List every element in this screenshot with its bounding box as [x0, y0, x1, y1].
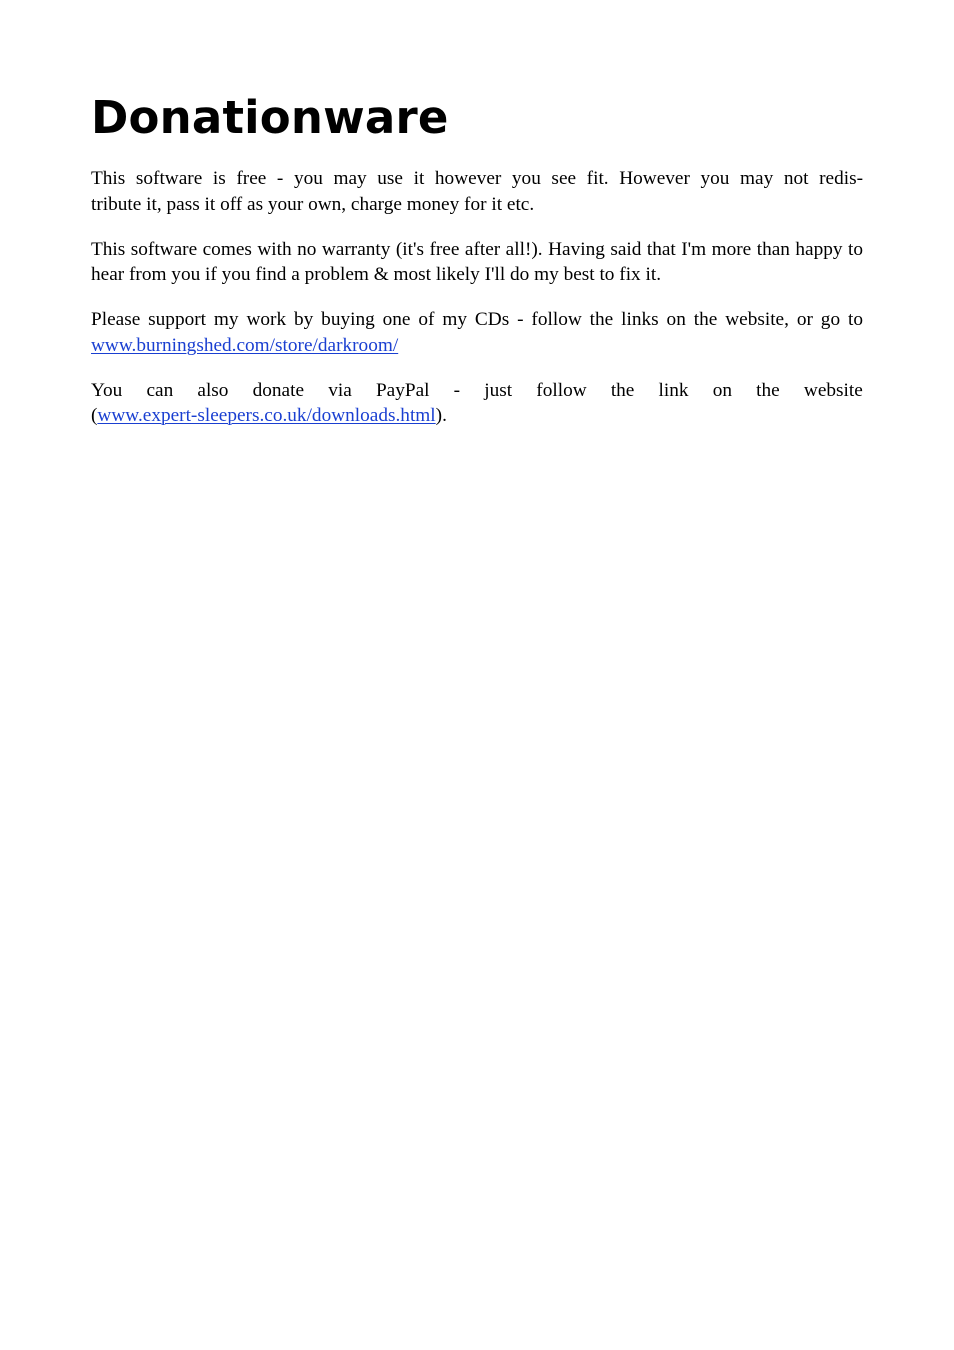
- paypal-word: PayPal: [375, 379, 430, 401]
- paypal-word: also: [197, 379, 229, 401]
- paypal-word: on: [712, 379, 732, 401]
- document-page: [91, 88, 863, 429]
- paypal-word: the: [610, 379, 635, 401]
- paragraph-license-line-1: This software is free - you may use it however you see fit. However you may not redis-: [91, 168, 863, 189]
- paragraph-license-cont: [91, 192, 863, 218]
- paren-open: (: [91, 405, 98, 426]
- paypal-line-1: [91, 378, 863, 404]
- support-text: Please support my work by buying one of my CDs - follow the links on the website, or go to: [91, 309, 863, 330]
- paragraph-license-line-2: tribute it, pass it off as your own, charge money for it etc.: [91, 193, 535, 215]
- paypal-word: link: [658, 379, 689, 401]
- paypal-word: can: [146, 379, 174, 401]
- paypal-word: the: [756, 379, 780, 401]
- paypal-word: You: [91, 379, 123, 401]
- page-title: Donationware: [91, 91, 449, 144]
- paren-close: ).: [435, 405, 447, 426]
- paypal-line-2: [91, 403, 863, 429]
- paypal-word: donate: [252, 379, 305, 401]
- expert-sleepers-link[interactable]: www.expert-sleepers.co.uk/downloads.html: [97, 405, 436, 426]
- paragraph-warranty: This software comes with no warranty (it's free after all!). Having said that I'm more than happy to hear from you if you find a problem & most likely I'll do my best to fix it.: [91, 238, 863, 285]
- burningshed-link[interactable]: www.burningshed.com/store/darkroom/: [91, 334, 399, 356]
- paragraph-paypal: [91, 378, 863, 429]
- paypal-word: website: [803, 379, 863, 401]
- paypal-word: -: [453, 379, 461, 401]
- paypal-word: follow: [536, 379, 587, 401]
- paypal-word: via: [328, 379, 352, 401]
- paragraph-license: [91, 166, 863, 192]
- paypal-word: just: [484, 379, 513, 401]
- paragraph-support: [91, 307, 863, 358]
